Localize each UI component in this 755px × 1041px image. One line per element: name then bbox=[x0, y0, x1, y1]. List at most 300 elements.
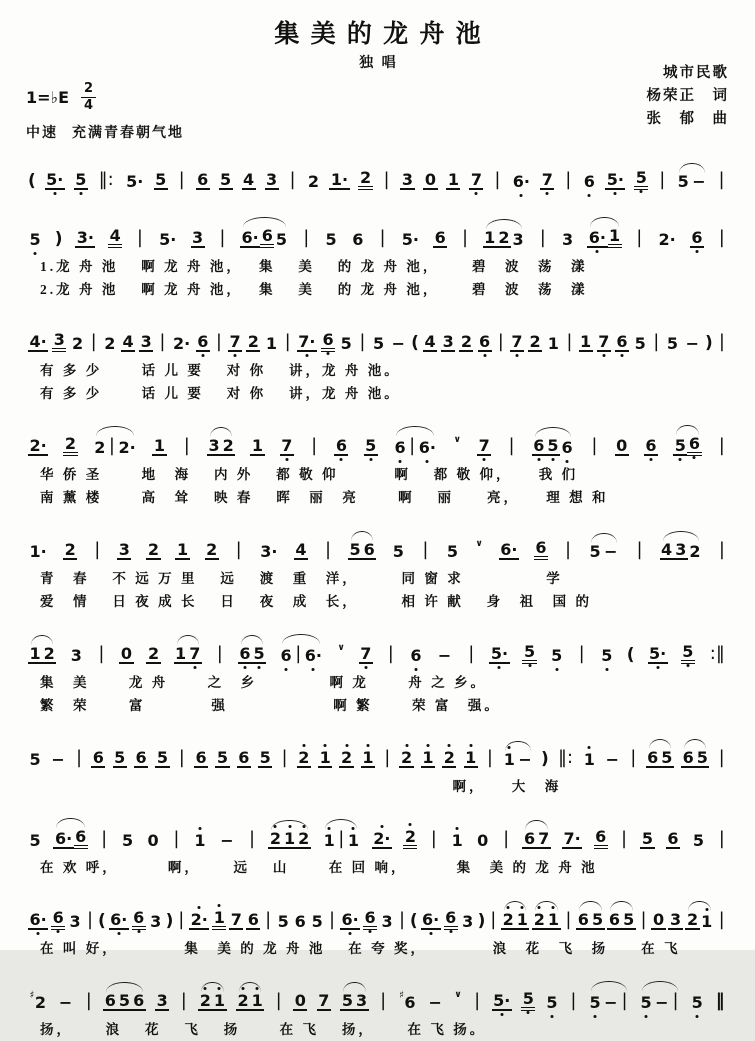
note: 5 bbox=[349, 539, 361, 559]
barline: | bbox=[539, 227, 546, 249]
note: 5 bbox=[641, 828, 654, 848]
note: 5 bbox=[392, 541, 404, 561]
barline: | bbox=[718, 828, 725, 850]
note: 6 bbox=[534, 539, 548, 561]
score-line bbox=[26, 210, 729, 301]
slur-arc bbox=[676, 171, 708, 191]
note: 5 bbox=[547, 435, 559, 455]
note: 5· bbox=[46, 169, 64, 189]
note: 5 bbox=[325, 229, 337, 249]
barline: | bbox=[159, 331, 166, 353]
lyrics-row: 2.龙 舟 池 啊 龙 舟 池， 集 美 的 龙 舟 池， 碧 波 荡 漾 bbox=[40, 282, 588, 298]
score-line bbox=[26, 892, 729, 960]
barline: | bbox=[494, 169, 501, 191]
note: 2 bbox=[94, 437, 106, 457]
parenthesis: ( bbox=[28, 170, 36, 191]
note: 2 bbox=[529, 331, 541, 351]
barline: | bbox=[178, 169, 185, 191]
note: 5 bbox=[122, 830, 134, 850]
slur-arc bbox=[639, 989, 681, 1011]
note: 1 bbox=[29, 643, 41, 663]
note: 6 bbox=[647, 747, 659, 767]
slur-arc bbox=[53, 826, 87, 850]
note: 5 bbox=[692, 830, 704, 850]
slur-arc bbox=[198, 990, 226, 1012]
note: 4 bbox=[424, 331, 436, 351]
barline: | bbox=[359, 331, 366, 353]
slur-arc bbox=[340, 990, 368, 1012]
note: 2 bbox=[104, 333, 116, 353]
note: 1 bbox=[608, 227, 622, 249]
barline: | bbox=[178, 909, 185, 931]
lyrics-row: 有 多 少 话 儿 要 对 你 讲，龙 舟 池。 bbox=[40, 386, 401, 402]
note: 2 bbox=[443, 747, 455, 767]
note: 1 bbox=[422, 747, 434, 767]
barline: | bbox=[490, 909, 497, 931]
note: 2 bbox=[237, 990, 249, 1010]
notation-row bbox=[26, 152, 729, 197]
slur-arc bbox=[685, 909, 713, 931]
score-line bbox=[26, 152, 729, 197]
barline: | bbox=[659, 169, 666, 191]
note: 5 bbox=[29, 830, 41, 850]
score-line bbox=[26, 418, 729, 509]
note: 6 bbox=[280, 645, 292, 665]
parenthesis: ( bbox=[626, 644, 635, 665]
note: 0 bbox=[294, 990, 306, 1010]
lyrics-row: 集 美 龙 舟 之 乡 啊 龙 舟 之 乡。 bbox=[40, 675, 487, 691]
note: 3 bbox=[70, 645, 82, 665]
note: 6· bbox=[418, 437, 436, 457]
barline: | bbox=[311, 435, 318, 457]
barline: | bbox=[295, 643, 302, 665]
note: 3 bbox=[401, 169, 414, 189]
score-line bbox=[26, 626, 729, 717]
note: 3 bbox=[192, 227, 204, 247]
note: 7 bbox=[598, 331, 610, 351]
note: 6 bbox=[691, 227, 703, 247]
barline: | bbox=[284, 331, 291, 353]
note: 5 bbox=[155, 169, 167, 189]
note: 7 bbox=[538, 828, 550, 848]
barline: | bbox=[338, 828, 345, 850]
notation-row bbox=[26, 811, 729, 856]
slur-arc bbox=[501, 909, 529, 931]
note: 2 bbox=[298, 828, 310, 848]
slur-arc bbox=[522, 828, 550, 850]
barline: | bbox=[383, 169, 390, 191]
barline: | bbox=[324, 539, 332, 561]
performance-type: 独唱 bbox=[359, 54, 405, 70]
note: 2· bbox=[172, 333, 191, 353]
note: 3 bbox=[442, 331, 454, 351]
note: 6 bbox=[410, 645, 422, 665]
barline: | bbox=[718, 331, 725, 353]
note: 4· bbox=[29, 331, 47, 351]
note: 3 bbox=[52, 331, 66, 353]
note: 5· bbox=[606, 169, 624, 189]
slur-arc bbox=[393, 434, 437, 456]
note: 5 bbox=[589, 992, 601, 1012]
barline: | bbox=[216, 643, 223, 665]
breath-mark: ∨ bbox=[454, 990, 462, 1001]
barline: | bbox=[409, 435, 416, 457]
note: 5 bbox=[522, 643, 536, 665]
note: 2 bbox=[43, 643, 55, 663]
note: 6 bbox=[133, 990, 145, 1010]
note: 2 bbox=[64, 539, 76, 559]
note: 1· bbox=[29, 541, 47, 561]
barline: ‖ bbox=[715, 990, 725, 1012]
note: 1 bbox=[347, 830, 359, 850]
note: 4 bbox=[243, 169, 255, 189]
note: 1 bbox=[701, 911, 713, 931]
note: 2 bbox=[358, 169, 372, 191]
lyrics-row: 青 春 不 远 万 里 远 渡 重 洋， 同 窗 求 学 bbox=[40, 571, 563, 587]
note: 3 bbox=[512, 229, 524, 249]
note: 6· bbox=[241, 227, 259, 247]
note: 6 bbox=[321, 331, 335, 353]
note: 5 bbox=[341, 990, 353, 1010]
note: 2 bbox=[206, 539, 218, 559]
barline: | bbox=[430, 828, 437, 850]
note: 1 bbox=[319, 747, 331, 767]
note: 2 bbox=[63, 435, 77, 457]
note: 3 bbox=[462, 911, 474, 931]
slur-arc bbox=[587, 225, 621, 249]
note: 6 bbox=[238, 747, 250, 767]
barline: | bbox=[275, 990, 282, 1012]
barline: | bbox=[570, 990, 577, 1012]
barline: | bbox=[630, 747, 637, 769]
score-line bbox=[26, 730, 729, 798]
barline: | bbox=[718, 227, 725, 249]
lyrics-row: 爱 情 日 夜 成 长 日 夜 成 长， 相 许 献 身 祖 国 的 bbox=[40, 594, 592, 610]
note: 6 bbox=[479, 331, 491, 351]
barline: | bbox=[303, 227, 310, 249]
barline: | bbox=[183, 435, 190, 457]
note: 5 bbox=[677, 171, 689, 191]
sharp-accidental: ♯ bbox=[29, 989, 35, 1001]
note: 2· bbox=[658, 229, 676, 249]
note: 6 bbox=[444, 909, 458, 931]
slur-arc bbox=[103, 990, 145, 1012]
barline: | bbox=[621, 990, 628, 1012]
lyrics-row: 扬， 浪 花 飞 扬 在 飞 扬， 在 飞 扬。 bbox=[40, 1022, 487, 1038]
note: 6 bbox=[577, 909, 589, 929]
note: 3 bbox=[669, 909, 682, 929]
barline: | bbox=[180, 990, 187, 1012]
note: 6 bbox=[195, 747, 207, 767]
expression-text: 充满青春朝气地 bbox=[72, 124, 184, 141]
note: 1 bbox=[251, 990, 263, 1010]
duration-dash: − bbox=[604, 541, 618, 561]
slur-arc bbox=[588, 989, 630, 1011]
note: 6 bbox=[561, 437, 573, 457]
note: 6 bbox=[363, 539, 375, 559]
note: 2 bbox=[498, 227, 510, 247]
note: 5 bbox=[601, 645, 613, 665]
note: 5 bbox=[277, 911, 289, 931]
note: 5· bbox=[490, 643, 509, 663]
note: 2 bbox=[307, 171, 320, 191]
note: 5 bbox=[666, 333, 679, 353]
notation-row bbox=[26, 210, 729, 255]
note: 2 bbox=[403, 828, 417, 850]
note: 3· bbox=[260, 541, 278, 561]
barline: | bbox=[566, 331, 573, 353]
lyrics-row: 华 侨 圣 地 海 内 外 都 敬 仰 啊 都 敬 仰， 我 们 bbox=[40, 467, 579, 483]
duration-dash: − bbox=[518, 749, 532, 769]
note: 6 bbox=[394, 437, 406, 457]
slur-arc bbox=[240, 225, 289, 249]
note: 2· bbox=[373, 828, 391, 848]
slur-arc bbox=[681, 747, 709, 769]
note: 0 bbox=[652, 909, 665, 929]
note: ♯2 bbox=[29, 989, 46, 1012]
note: 5 bbox=[114, 747, 126, 767]
slur-arc bbox=[268, 828, 310, 850]
slur-arc bbox=[646, 747, 674, 769]
note: 5 bbox=[29, 749, 41, 769]
barline: | bbox=[387, 643, 394, 665]
barline: | bbox=[640, 909, 647, 931]
note: 1 bbox=[465, 747, 477, 767]
note: 1 bbox=[176, 539, 189, 559]
note: 6 bbox=[645, 435, 657, 455]
notation-row bbox=[26, 314, 729, 359]
barline: | bbox=[503, 828, 510, 850]
parenthesis: ) bbox=[540, 748, 549, 769]
note: 5 bbox=[156, 747, 168, 767]
lyrics-row: 有 多 少 话 儿 要 对 你 讲，龙 舟 池。 bbox=[40, 363, 401, 379]
note: 5 bbox=[634, 169, 648, 191]
note: 2 bbox=[298, 747, 310, 767]
notation-row bbox=[26, 973, 729, 1018]
note: 5· bbox=[159, 229, 177, 249]
barline: | bbox=[564, 539, 572, 561]
barline: | bbox=[173, 828, 180, 850]
parenthesis: ) bbox=[165, 910, 174, 931]
parenthesis: ) bbox=[477, 910, 486, 931]
barline: | bbox=[108, 435, 115, 457]
note: 5 bbox=[691, 992, 703, 1012]
note: 1 bbox=[213, 990, 226, 1010]
note: 1· bbox=[330, 169, 349, 189]
note: 5 bbox=[220, 169, 232, 189]
note: 5 bbox=[372, 333, 385, 353]
note: 6 bbox=[616, 331, 628, 351]
note: 6· bbox=[512, 171, 530, 191]
note: 5· bbox=[493, 990, 511, 1010]
barline: | bbox=[486, 747, 493, 769]
lyrics-row: 繁 荣 富 强 啊 繁 荣 富 强。 bbox=[40, 698, 501, 714]
note: 6 bbox=[197, 169, 209, 189]
lyrics-row: 啊， 大 海 bbox=[40, 779, 562, 795]
barline: | bbox=[653, 331, 660, 353]
note: 7 bbox=[360, 643, 372, 663]
note: 6 bbox=[667, 828, 679, 848]
note: 7 bbox=[281, 435, 293, 455]
barline: | bbox=[235, 539, 242, 561]
barline: | bbox=[636, 227, 643, 249]
note: 2 bbox=[689, 541, 701, 561]
song-title: 集美的龙舟池 bbox=[274, 20, 492, 48]
barline: | bbox=[75, 747, 83, 769]
time-signature-numerator: 2 bbox=[81, 82, 96, 98]
slur-arc bbox=[279, 642, 323, 664]
breath-mark: ∨ bbox=[475, 539, 483, 550]
note: 5 bbox=[446, 541, 458, 561]
slur-arc bbox=[483, 227, 525, 249]
duration-dash: − bbox=[685, 333, 699, 353]
barline: | bbox=[461, 227, 469, 249]
note: 7 bbox=[511, 331, 523, 351]
note: 4 bbox=[295, 539, 307, 559]
note: 0 bbox=[424, 169, 436, 189]
score-line bbox=[26, 973, 729, 1041]
breath-mark: ∨ bbox=[337, 643, 345, 654]
note: 7 bbox=[541, 169, 553, 189]
lyrics-row: 1.龙 舟 池 啊 龙 舟 池， 集 美 的 龙 舟 池， 碧 波 荡 漾 bbox=[40, 259, 588, 275]
note: 3 bbox=[208, 435, 220, 455]
note: 1 bbox=[362, 747, 374, 767]
barline: | bbox=[380, 990, 387, 1012]
note: 6 bbox=[608, 909, 621, 929]
note: 6 bbox=[363, 909, 377, 931]
note: 5 bbox=[75, 169, 87, 189]
note: 6 bbox=[260, 227, 274, 249]
tempo-marking bbox=[26, 122, 184, 142]
note: 2 bbox=[340, 747, 353, 767]
note: 6 bbox=[239, 643, 251, 663]
barline: | bbox=[219, 227, 226, 249]
note: 1 bbox=[484, 227, 496, 247]
note: 5· bbox=[401, 229, 419, 249]
slur-arc bbox=[93, 434, 137, 456]
time-signature-denominator: 4 bbox=[84, 97, 94, 113]
duration-dash: − bbox=[692, 171, 706, 191]
note: 7 bbox=[229, 331, 241, 351]
note: 3 bbox=[355, 990, 368, 1010]
note: 1 bbox=[503, 749, 515, 769]
note: 2 bbox=[533, 909, 545, 929]
notation-row bbox=[26, 730, 729, 775]
barline: | bbox=[508, 435, 515, 457]
parenthesis: ) bbox=[705, 332, 713, 353]
note: 6 bbox=[434, 227, 446, 247]
barline: | bbox=[718, 747, 725, 769]
barline: | bbox=[101, 828, 108, 850]
sharp-accidental: ♯ bbox=[399, 989, 404, 1001]
note: 2 bbox=[199, 990, 211, 1010]
slur-arc bbox=[502, 749, 534, 769]
note: 6 bbox=[523, 828, 536, 848]
credit-composer: 张 郁 曲 bbox=[646, 111, 729, 128]
note: 3 bbox=[69, 911, 81, 931]
time-signature bbox=[81, 82, 96, 112]
note: 1 bbox=[251, 435, 264, 455]
duration-dash: − bbox=[437, 645, 452, 665]
note: 2· bbox=[190, 909, 208, 929]
note: 5 bbox=[275, 229, 288, 249]
note: 1 bbox=[284, 828, 296, 848]
note: 3 bbox=[561, 229, 574, 249]
note: 5 bbox=[674, 435, 686, 455]
parenthesis: ) bbox=[54, 228, 63, 249]
note: 2 bbox=[247, 331, 259, 351]
barline: | bbox=[329, 909, 336, 931]
note: 6· bbox=[29, 909, 47, 929]
note: 5 bbox=[696, 747, 708, 767]
duration-dash: − bbox=[428, 992, 442, 1012]
barline: | bbox=[215, 331, 222, 353]
note: 1 bbox=[153, 435, 165, 455]
barline: | bbox=[468, 643, 475, 665]
note: 5 bbox=[640, 992, 652, 1012]
note: 6 bbox=[197, 331, 209, 351]
note: 4 bbox=[122, 331, 134, 351]
barline: | bbox=[379, 227, 386, 249]
note: 1 bbox=[323, 830, 335, 850]
note: 5 bbox=[365, 435, 377, 455]
note: 7 bbox=[478, 435, 490, 455]
barline: | bbox=[87, 909, 94, 931]
note: 3 bbox=[266, 169, 278, 189]
slur-arc bbox=[174, 643, 202, 665]
note: 5 bbox=[216, 747, 229, 767]
note: 6 bbox=[594, 828, 608, 850]
lyrics-row: 南 薰 楼 高 耸 映 春 晖 丽 亮 啊 丽 亮， 理 想 和 bbox=[40, 490, 609, 506]
notation-row bbox=[26, 626, 729, 671]
note: 2 bbox=[400, 747, 413, 767]
note: 5 bbox=[634, 333, 646, 353]
barline: | bbox=[136, 227, 143, 249]
duration-dash: − bbox=[604, 992, 618, 1012]
note: 1 bbox=[194, 830, 206, 850]
note: 5· bbox=[649, 643, 667, 663]
note: 6 bbox=[682, 747, 694, 767]
note: 6· bbox=[588, 227, 606, 247]
duration-dash: − bbox=[51, 749, 65, 769]
note: 6 bbox=[104, 990, 116, 1010]
note: 5 bbox=[589, 541, 601, 561]
note: 3 bbox=[140, 331, 152, 351]
score-line bbox=[26, 314, 729, 405]
parenthesis: ( bbox=[409, 910, 418, 931]
meta-row bbox=[26, 60, 729, 142]
note: 5 bbox=[681, 643, 695, 665]
breath-mark: ∨ bbox=[453, 435, 461, 446]
barline: | bbox=[565, 169, 572, 191]
parenthesis: ( bbox=[97, 910, 106, 931]
barline: | bbox=[672, 990, 679, 1012]
note: 2 bbox=[686, 909, 699, 929]
note: 3 bbox=[675, 539, 687, 559]
duration-dash: − bbox=[58, 992, 73, 1012]
note: 6 bbox=[247, 909, 259, 929]
note: 6 bbox=[51, 909, 65, 931]
duration-dash: − bbox=[391, 333, 406, 353]
lyrics-row: 在 欢 呼， 啊， 远 山 在 回 响， 集 美 的 龙 舟 池 bbox=[40, 860, 598, 876]
note: 6· bbox=[110, 909, 128, 929]
slur-arc bbox=[576, 909, 604, 931]
slur-arc bbox=[532, 909, 560, 931]
barline: ‖: bbox=[98, 169, 114, 191]
barline: | bbox=[578, 643, 585, 665]
note: 6 bbox=[533, 435, 545, 455]
note: 3 bbox=[156, 990, 168, 1010]
